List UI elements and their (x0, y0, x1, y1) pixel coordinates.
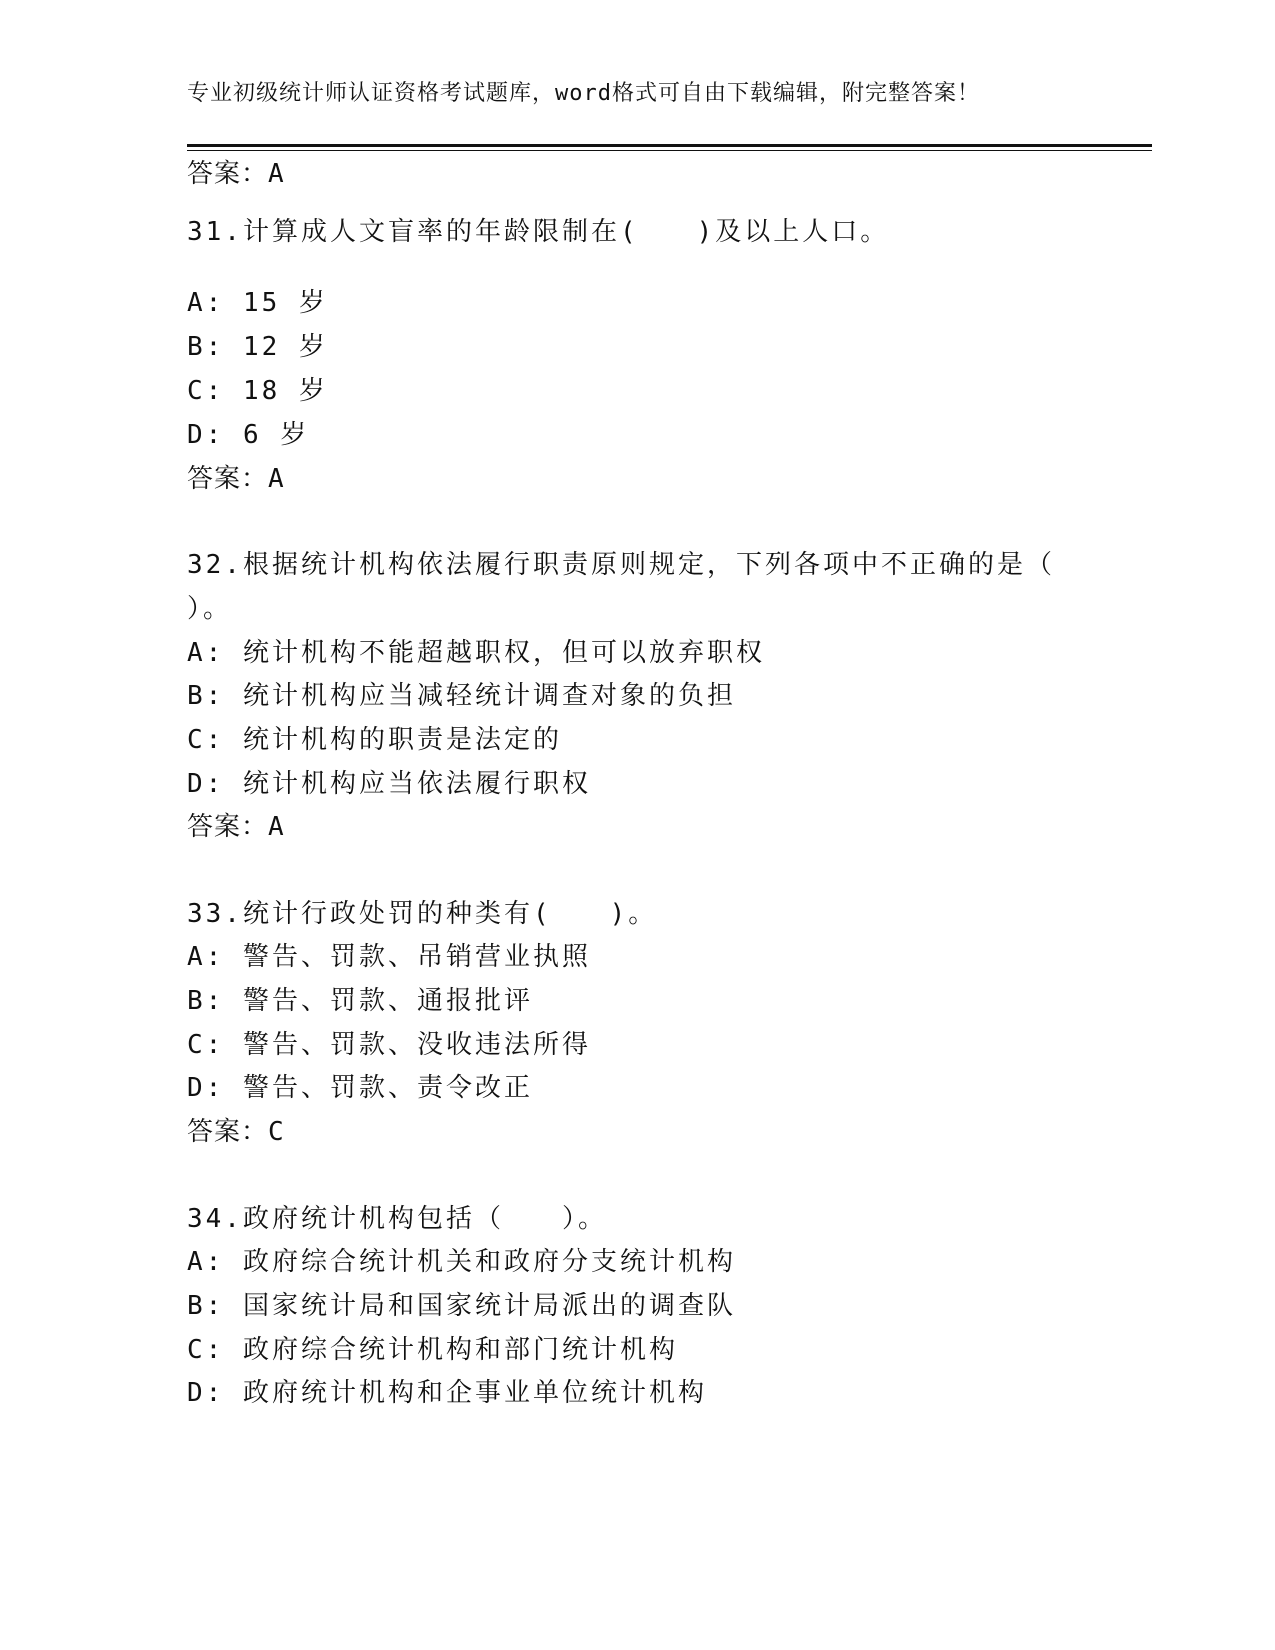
page-header: 专业初级统计师认证资格考试题库，word格式可自由下载编辑，附完整答案！ (187, 81, 980, 106)
answer-value: C (268, 1117, 285, 1147)
answer-value: A (268, 812, 285, 842)
question-33-answer (187, 1116, 285, 1148)
question-32-option-a: A: 统计机构不能超越职权，但可以放弃职权 (187, 638, 765, 668)
question-32-option-b: B: 统计机构应当减轻统计调查对象的负担 (187, 681, 736, 711)
question-32-text-line1: 32.根据统计机构依法履行职责原则规定，下列各项中不正确的是（ (187, 550, 1055, 580)
question-33-option-a: A: 警告、罚款、吊销营业执照 (187, 942, 591, 972)
answer-label: 答案： (187, 159, 269, 189)
question-31-option-d: D: 6 岁 (187, 420, 310, 450)
question-34-text: 34.政府统计机构包括（ ）。 (187, 1204, 607, 1234)
question-34-option-c: C: 政府综合统计机构和部门统计机构 (187, 1335, 678, 1365)
question-34-option-d: D: 政府统计机构和企事业单位统计机构 (187, 1378, 707, 1408)
question-33-option-c: C: 警告、罚款、没收违法所得 (187, 1030, 591, 1060)
answer-value: A (268, 464, 285, 494)
question-31-text: 31.计算成人文盲率的年龄限制在( )及以上人口。 (187, 217, 890, 247)
answer-line-prev (187, 158, 285, 190)
answer-value: A (268, 159, 285, 189)
question-33-text: 33.统计行政处罚的种类有( )。 (187, 899, 658, 929)
answer-label: 答案： (187, 812, 269, 842)
question-34-option-a: A: 政府综合统计机关和政府分支统计机构 (187, 1247, 736, 1277)
question-31-option-b: B: 12 岁 (187, 332, 328, 362)
question-33-option-d: D: 警告、罚款、责令改正 (187, 1073, 533, 1103)
question-31-option-a: A: 15 岁 (187, 288, 328, 318)
answer-label: 答案： (187, 464, 269, 494)
question-34-option-b: B: 国家统计局和国家统计局派出的调查队 (187, 1291, 736, 1321)
question-31-answer (187, 463, 285, 495)
question-32-option-d: D: 统计机构应当依法履行职权 (187, 769, 591, 799)
question-32-text-line2: ）。 (187, 594, 233, 624)
question-33-option-b: B: 警告、罚款、通报批评 (187, 986, 533, 1016)
question-32-option-c: C: 统计机构的职责是法定的 (187, 725, 562, 755)
answer-label: 答案： (187, 1117, 269, 1147)
question-31-option-c: C: 18 岁 (187, 376, 328, 406)
header-rule-thin (187, 150, 1152, 151)
header-rule-thick (187, 144, 1152, 147)
question-32-answer (187, 811, 285, 843)
